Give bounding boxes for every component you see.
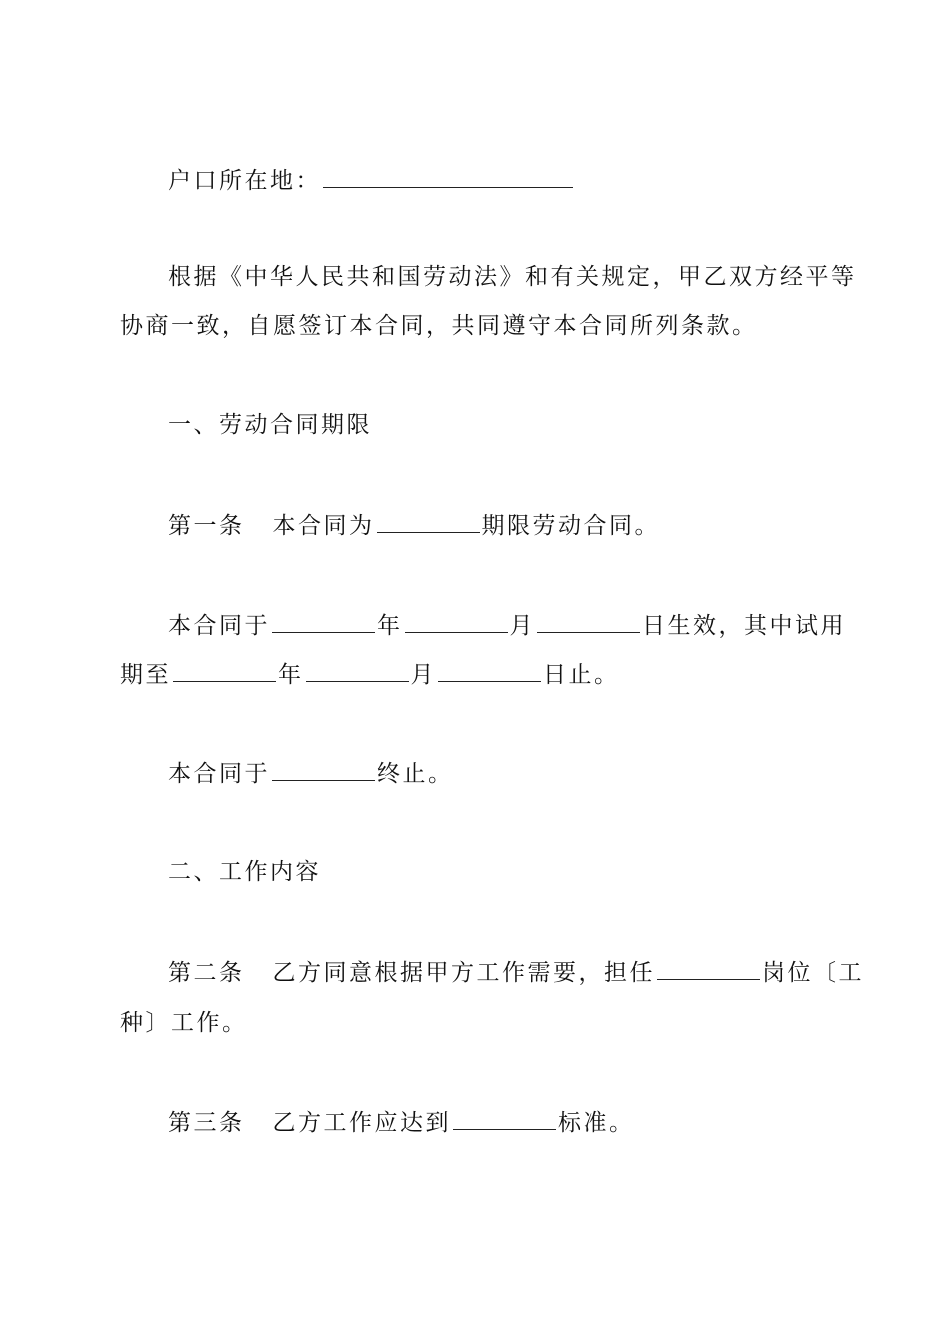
- termination-line: [168, 758, 454, 789]
- probation-year-label: 年: [278, 662, 304, 688]
- article-3: [168, 1107, 635, 1138]
- article-2-text-b: 岗位〔工: [762, 960, 864, 986]
- termination-text-a: 本合同于: [168, 761, 270, 787]
- effective-month-blank[interactable]: [405, 610, 508, 633]
- probation-day-blank[interactable]: [438, 659, 541, 682]
- probation-month-blank[interactable]: [306, 659, 409, 682]
- effective-day-blank[interactable]: [537, 610, 640, 633]
- effective-month-label: 月: [509, 613, 535, 639]
- hukou-line: [168, 165, 575, 196]
- article-2: [168, 957, 864, 988]
- probation-text-a: 期至: [120, 662, 171, 688]
- article-1-label: 第一条: [168, 513, 245, 539]
- effective-year-label: 年: [377, 613, 403, 639]
- termination-blank[interactable]: [272, 758, 375, 781]
- article-2-label: 第二条: [168, 960, 245, 986]
- article-1: [168, 510, 660, 541]
- section-2-heading: 二、工作内容: [168, 859, 321, 885]
- probation-date-line: [120, 659, 620, 690]
- effective-year-blank[interactable]: [272, 610, 375, 633]
- article-2-line-2: 种〕工作。: [120, 1010, 248, 1036]
- section-1-heading: 一、劳动合同期限: [168, 412, 372, 438]
- effective-text-b: 日生效，其中试用: [642, 613, 846, 639]
- probation-text-b: 日止。: [543, 662, 620, 688]
- position-blank[interactable]: [657, 957, 760, 980]
- hukou-blank[interactable]: [323, 165, 573, 188]
- work-standard-blank[interactable]: [453, 1107, 556, 1130]
- contract-term-blank[interactable]: [377, 510, 480, 533]
- effective-date-line: [168, 610, 846, 641]
- intro-line-2: 协商一致，自愿签订本合同，共同遵守本合同所列条款。: [120, 313, 758, 339]
- effective-text-a: 本合同于: [168, 613, 270, 639]
- hukou-label: 户口所在地：: [168, 168, 321, 194]
- article-2-text-a: 乙方同意根据甲方工作需要，担任: [272, 960, 655, 986]
- article-1-text-b: 期限劳动合同。: [481, 513, 660, 539]
- article-3-text-a: 乙方工作应达到: [272, 1110, 451, 1136]
- probation-year-blank[interactable]: [173, 659, 276, 682]
- termination-text-b: 终止。: [377, 761, 454, 787]
- intro-line-1: 根据《中华人民共和国劳动法》和有关规定，甲乙双方经平等: [168, 264, 857, 290]
- article-3-label: 第三条: [168, 1110, 245, 1136]
- article-3-text-b: 标准。: [558, 1110, 635, 1136]
- probation-month-label: 月: [410, 662, 436, 688]
- article-1-text-a: 本合同为: [272, 513, 375, 539]
